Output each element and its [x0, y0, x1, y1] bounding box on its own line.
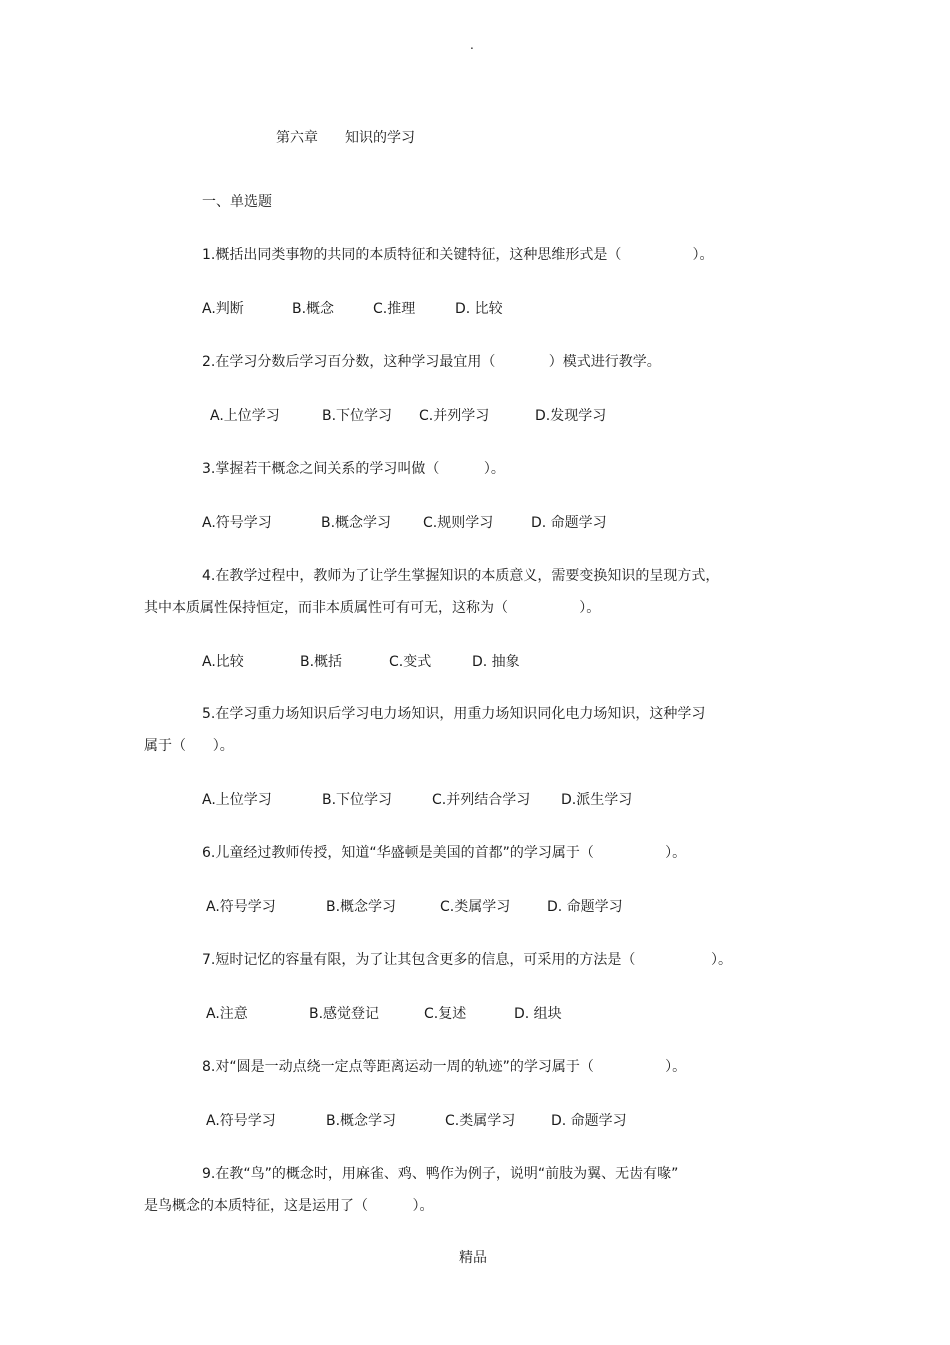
- header-mark: .: [470, 38, 474, 52]
- question-7-text: 7.短时记忆的容量有限，为了让其包含更多的信息，可采用的方法是（ ）。: [202, 952, 733, 968]
- question-3-option-b: B.概念学习: [321, 515, 392, 531]
- question-4-option-b: B.概括: [300, 654, 343, 670]
- footer-text: 精品: [459, 1250, 487, 1266]
- question-5-text-line-2: 属于（ ）。: [144, 738, 234, 754]
- question-1-text: 1.概括出同类事物的共同的本质特征和关键特征，这种思维形式是（ ）。: [202, 247, 714, 263]
- chapter-title: 知识的学习: [345, 130, 415, 146]
- question-4-option-d: D. 抽象: [472, 654, 520, 670]
- question-9-text-line-2: 是鸟概念的本质特征，这是运用了（ ）。: [144, 1198, 434, 1214]
- question-8-option-b: B.概念学习: [326, 1113, 397, 1129]
- question-3-text: 3.掌握若干概念之间关系的学习叫做（ ）。: [202, 461, 505, 477]
- question-7-option-b: B.感觉登记: [309, 1006, 380, 1022]
- question-5-option-a: A.上位学习: [202, 792, 272, 808]
- question-5-option-d: D.派生学习: [561, 792, 633, 808]
- question-6-option-b: B.概念学习: [326, 899, 397, 915]
- question-5-option-b: B.下位学习: [322, 792, 393, 808]
- question-9-text-line-1: 9.在教“鸟”的概念时，用麻雀、鸡、鸭作为例子，说明“前肢为翼、无齿有喙”: [202, 1166, 679, 1182]
- question-5-option-c: C.并列结合学习: [432, 792, 531, 808]
- question-1-option-d: D. 比较: [455, 301, 503, 317]
- question-6-option-c: C.类属学习: [440, 899, 511, 915]
- question-6-text: 6.儿童经过教师传授，知道“华盛顿是美国的首都”的学习属于（ ）。: [202, 845, 687, 861]
- question-4-option-c: C.变式: [389, 654, 432, 670]
- question-5-text-line-1: 5.在学习重力场知识后学习电力场知识，用重力场知识同化电力场知识，这种学习: [202, 706, 706, 722]
- question-3-option-a: A.符号学习: [202, 515, 272, 531]
- question-6-option-d: D. 命题学习: [547, 899, 623, 915]
- question-3-option-d: D. 命题学习: [531, 515, 607, 531]
- question-8-text: 8.对“圆是一动点绕一定点等距离运动一周的轨迹”的学习属于（ ）。: [202, 1059, 687, 1075]
- question-2-text: 2.在学习分数后学习百分数，这种学习最宜用（ ）模式进行教学。: [202, 354, 661, 370]
- question-1-option-c: C.推理: [373, 301, 416, 317]
- question-7-option-c: C.复述: [424, 1006, 467, 1022]
- question-4-text-line-1: 4.在教学过程中，教师为了让学生掌握知识的本质意义，需要变换知识的呈现方式，: [202, 568, 720, 584]
- question-8-option-c: C.类属学习: [445, 1113, 516, 1129]
- question-2-option-b: B.下位学习: [322, 408, 393, 424]
- question-8-option-d: D. 命题学习: [551, 1113, 627, 1129]
- question-8-option-a: A.符号学习: [206, 1113, 276, 1129]
- question-2-option-a: A.上位学习: [210, 408, 280, 424]
- question-2-option-c: C.并列学习: [419, 408, 490, 424]
- question-7-option-a: A.注意: [206, 1006, 248, 1022]
- section-heading: 一、单选题: [202, 194, 272, 210]
- chapter-number: 第六章: [276, 130, 318, 146]
- question-6-option-a: A.符号学习: [206, 899, 276, 915]
- question-7-option-d: D. 组块: [514, 1006, 562, 1022]
- question-4-text-line-2: 其中本质属性保持恒定，而非本质属性可有可无，这称为（ ）。: [144, 600, 601, 616]
- question-1-option-b: B.概念: [292, 301, 335, 317]
- question-1-option-a: A.判断: [202, 301, 244, 317]
- question-4-option-a: A.比较: [202, 654, 244, 670]
- question-3-option-c: C.规则学习: [423, 515, 494, 531]
- question-2-option-d: D.发现学习: [535, 408, 607, 424]
